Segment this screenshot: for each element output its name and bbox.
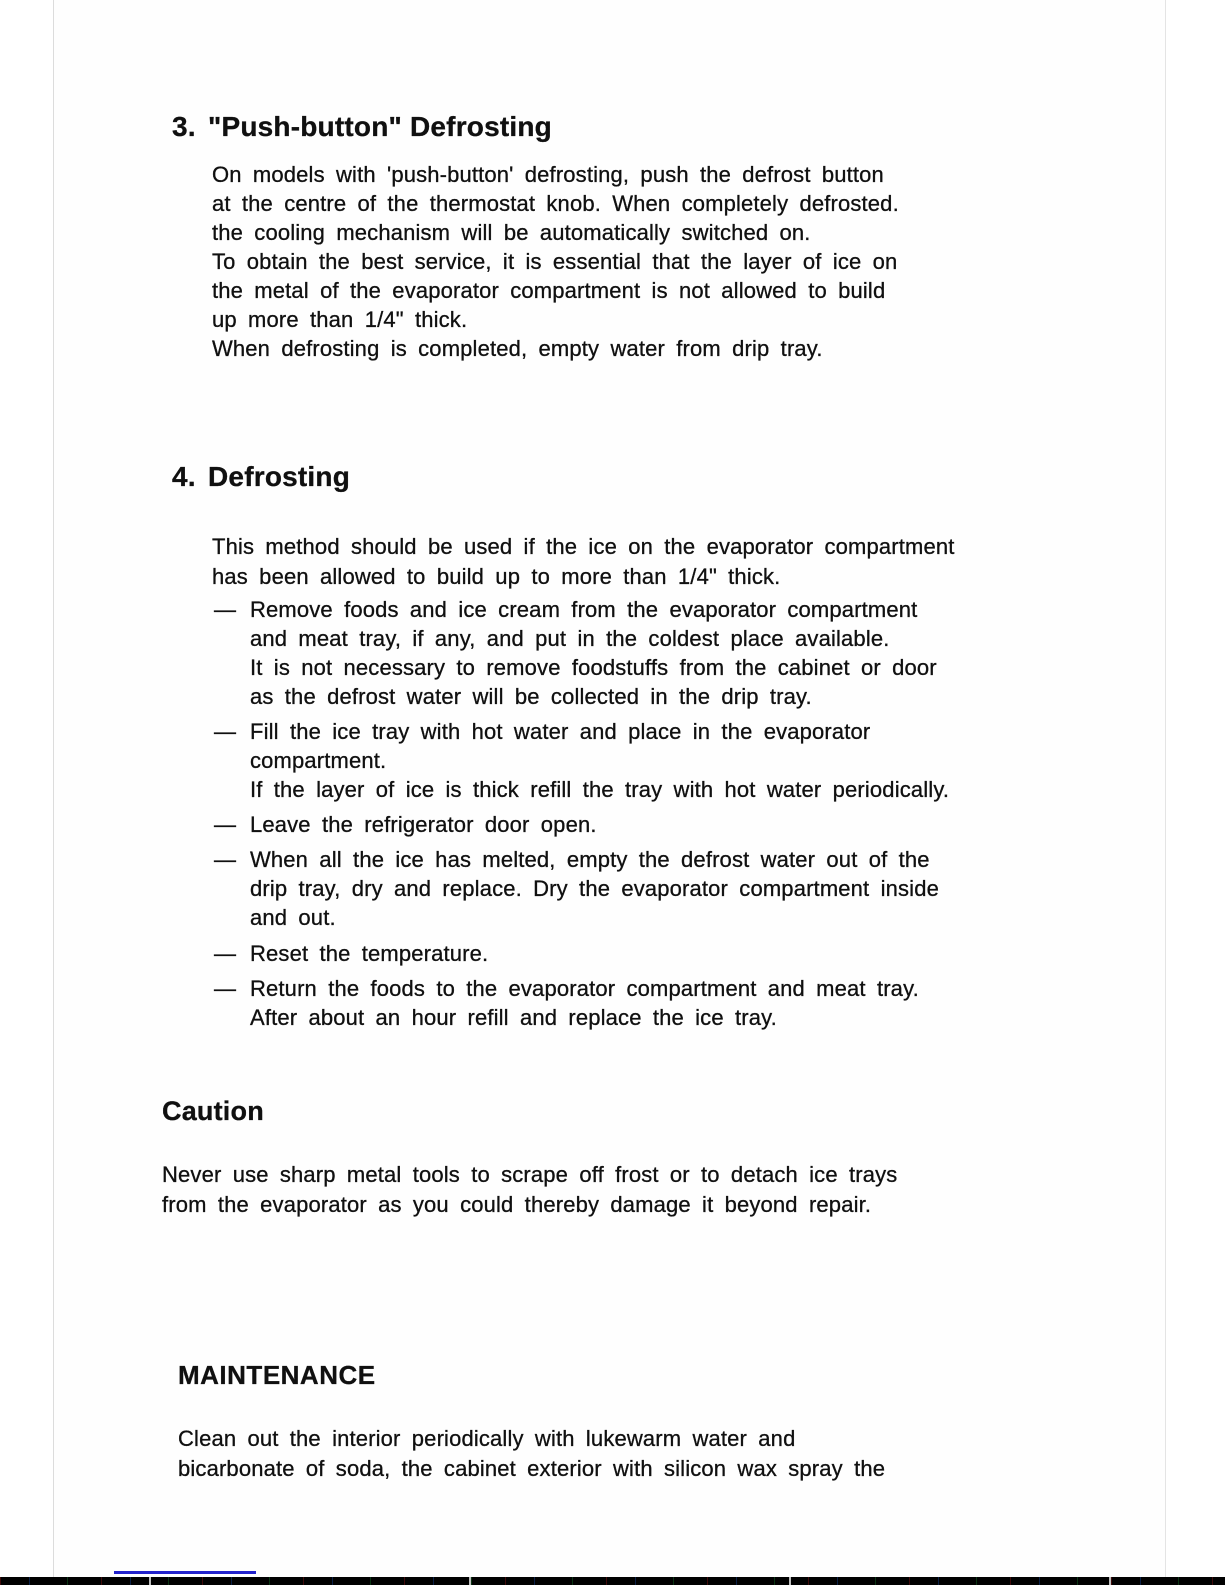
text-line: at the centre of the thermostat knob. When completely defrosted. [212,191,899,216]
text-line: Reset the temperature. [250,941,489,966]
text-line: has been allowed to build up to more than 1/4" thick. [212,564,781,589]
text-line: the metal of the evaporator compartment is not allowed to build [212,278,886,303]
bullet-item-3 [212,810,597,839]
bullet-lines [250,939,488,968]
bullet-item-6 [212,974,919,1032]
bullet-item-1 [212,595,937,711]
text-line: drip tray, dry and replace. Dry the evaporator compartment inside [250,876,939,901]
text-line: bicarbonate of soda, the cabinet exterior with silicon wax spray the [178,1456,886,1481]
section-4-title: Defrosting [208,461,350,492]
section-4-intro-paragraph [212,532,955,592]
page-left-edge-line [53,0,54,1585]
section-4-number: 4. [172,461,196,492]
text-line: from the evaporator as you could thereby damage it beyond repair. [162,1192,872,1217]
section-4-heading [172,461,350,493]
bullet-dash: — [214,719,237,744]
text-line: as the defrost water will be collected in the drip tray. [250,684,812,709]
text-line: Never use sharp metal tools to scrape off frost or to detach ice trays [162,1162,898,1187]
bullet-dash: — [214,847,237,872]
text-line: When all the ice has melted, empty the defrost water out of the [250,847,930,872]
bullet-dash: — [214,976,237,1001]
text-line: After about an hour refill and replace the ice tray. [250,1005,777,1030]
section-3-heading [172,111,552,143]
text-line: If the layer of ice is thick refill the tray with hot water periodically. [250,777,950,802]
blue-pen-underline [114,1571,256,1574]
bullet-lines [250,717,949,804]
text-line: When defrosting is completed, empty water from drip tray. [212,336,823,361]
bullet-lines [250,845,939,932]
bullet-lines [250,974,919,1032]
caution-paragraph [162,1160,897,1220]
section-3-number: 3. [172,111,196,142]
text-line: up more than 1/4" thick. [212,307,468,332]
text-line: It is not necessary to remove foodstuffs from the cabinet or door [250,655,937,680]
bullet-lines [250,595,937,711]
scan-bottom-edge-artifact [0,1577,1225,1585]
text-line: Remove foods and ice cream from the evaporator compartment [250,597,918,622]
text-line: compartment. [250,748,387,773]
text-line: the cooling mechanism will be automatically switched on. [212,220,811,245]
text-line: and out. [250,905,336,930]
section-3-title: "Push-button" Defrosting [208,111,552,142]
bullet-dash: — [214,597,237,622]
section-3-paragraph [212,160,899,363]
text-line: This method should be used if the ice on the evaporator compartment [212,534,955,559]
maintenance-paragraph [178,1424,885,1484]
text-line: On models with 'push-button' defrosting, push the defrost button [212,162,884,187]
bullet-item-2 [212,717,949,804]
text-line: Clean out the interior periodically with lukewarm water and [178,1426,796,1451]
text-line: Fill the ice tray with hot water and place in the evaporator [250,719,871,744]
text-line: and meat tray, if any, and put in the coldest place available. [250,626,890,651]
text-line: Leave the refrigerator door open. [250,812,597,837]
text-line: To obtain the best service, it is essential that the layer of ice on [212,249,898,274]
caution-heading: Caution [162,1096,264,1126]
text-line: Return the foods to the evaporator compartment and meat tray. [250,976,919,1001]
bullet-lines [250,810,597,839]
maintenance-heading: MAINTENANCE [178,1360,376,1390]
bullet-item-4 [212,845,939,932]
bullet-item-5 [212,939,488,968]
bullet-dash: — [214,812,237,837]
bullet-dash: — [214,941,237,966]
page-right-edge-line [1165,0,1166,1585]
